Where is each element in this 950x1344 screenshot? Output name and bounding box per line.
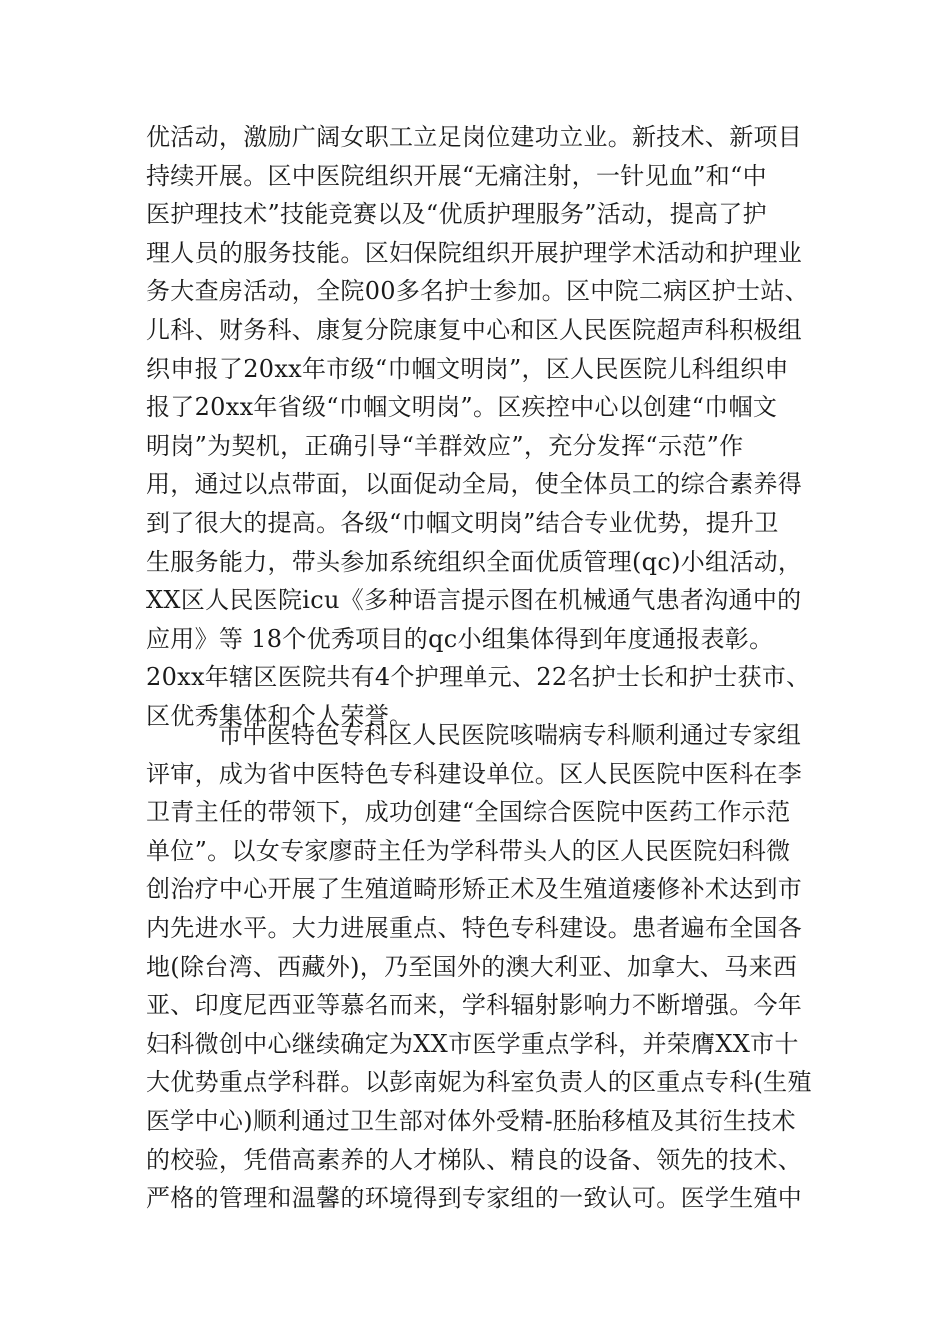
text-line: 妇科微创中心继续确定为XX市医学重点学科，并荣膺XX市十	[146, 1029, 799, 1058]
text-line: 评审，成为省中医特色专科建设单位。区人民医院中医科在李	[146, 759, 803, 788]
text-line: 生服务能力，带头参加系统组织全面优质管理(qc)小组活动，	[146, 547, 803, 576]
text-line: 明岗”为契机，正确引导“羊群效应”，充分发挥“示范”作	[146, 431, 744, 460]
text-line: 理人员的服务技能。区妇保院组织开展护理学术活动和护理业	[146, 238, 803, 267]
text-line: 地(除台湾、西藏外)，乃至国外的澳大利亚、加拿大、马来西	[146, 952, 798, 981]
text-line: 创治疗中心开展了生殖道畸形矫正术及生殖道瘘修补术达到市	[146, 875, 803, 904]
text-line: 务大查房活动，全院00多名护士参加。区中院二病区护士站、	[146, 277, 809, 306]
text-line: 织申报了20xx年市级“巾帼文明岗”，区人民医院儿科组织申	[146, 354, 789, 383]
text-line: 卫青主任的带领下，成功创建“全国综合医院中医药工作示范	[146, 798, 791, 827]
text-line: 报了20xx年省级“巾帼文明岗”。区疾控中心以创建“巾帼文	[146, 393, 778, 422]
paragraph-specialty-development	[146, 716, 811, 1218]
text-line: 到了很大的提高。各级“巾帼文明岗”结合专业优势，提升卫	[146, 508, 779, 537]
text-line: 区优秀集体和个人荣誉。	[146, 701, 414, 730]
text-line: 优活动，激励广阔女职工立足岗位建功立业。新技术、新项目	[146, 123, 803, 151]
text-line: 单位”。以女专家廖莳主任为学科带头人的区人民医院妇科微	[146, 836, 791, 865]
text-line: 应用》等 18个优秀项目的qc小组集体得到年度通报表彰。	[146, 624, 774, 653]
text-line: 持续开展。区中医院组织开展“无痛注射，一针见血”和“中	[146, 161, 767, 190]
text-line: 大优势重点学科群。以彭南妮为科室负责人的区重点专科(生殖	[146, 1068, 812, 1097]
text-line: 亚、印度尼西亚等慕名而来，学科辐射影响力不断增强。今年	[146, 991, 803, 1020]
text-line: 20xx年辖区医院共有4个护理单元、22名护士长和护士获市、	[146, 663, 811, 692]
text-line: 严格的管理和温馨的环境得到专家组的一致认可。医学生殖中	[146, 1184, 803, 1213]
text-line: 用，通过以点带面，以面促动全局，使全体员工的综合素养得	[146, 470, 803, 499]
text-line: XX区人民医院icu《多种语言提示图在机械通气患者沟通中的	[146, 586, 802, 615]
text-line: 内先进水平。大力进展重点、特色专科建设。患者遍布全国各	[146, 913, 803, 942]
text-line: 的校验，凭借高素养的人才梯队、精良的设备、领先的技术、	[146, 1145, 803, 1174]
text-line: 医护理技术”技能竞赛以及“优质护理服务”活动，提高了护	[146, 200, 767, 229]
paragraph-nursing-activities	[146, 118, 811, 736]
text-line: 医学中心)顺利通过卫生部对体外受精-胚胎移植及其衍生技术	[146, 1106, 796, 1135]
text-line: 儿科、财务科、康复分院康复中心和区人民医院超声科积极组	[146, 315, 803, 344]
text-line: 市中医特色专科区人民医院咳喘病专科顺利通过专家组	[218, 721, 802, 749]
